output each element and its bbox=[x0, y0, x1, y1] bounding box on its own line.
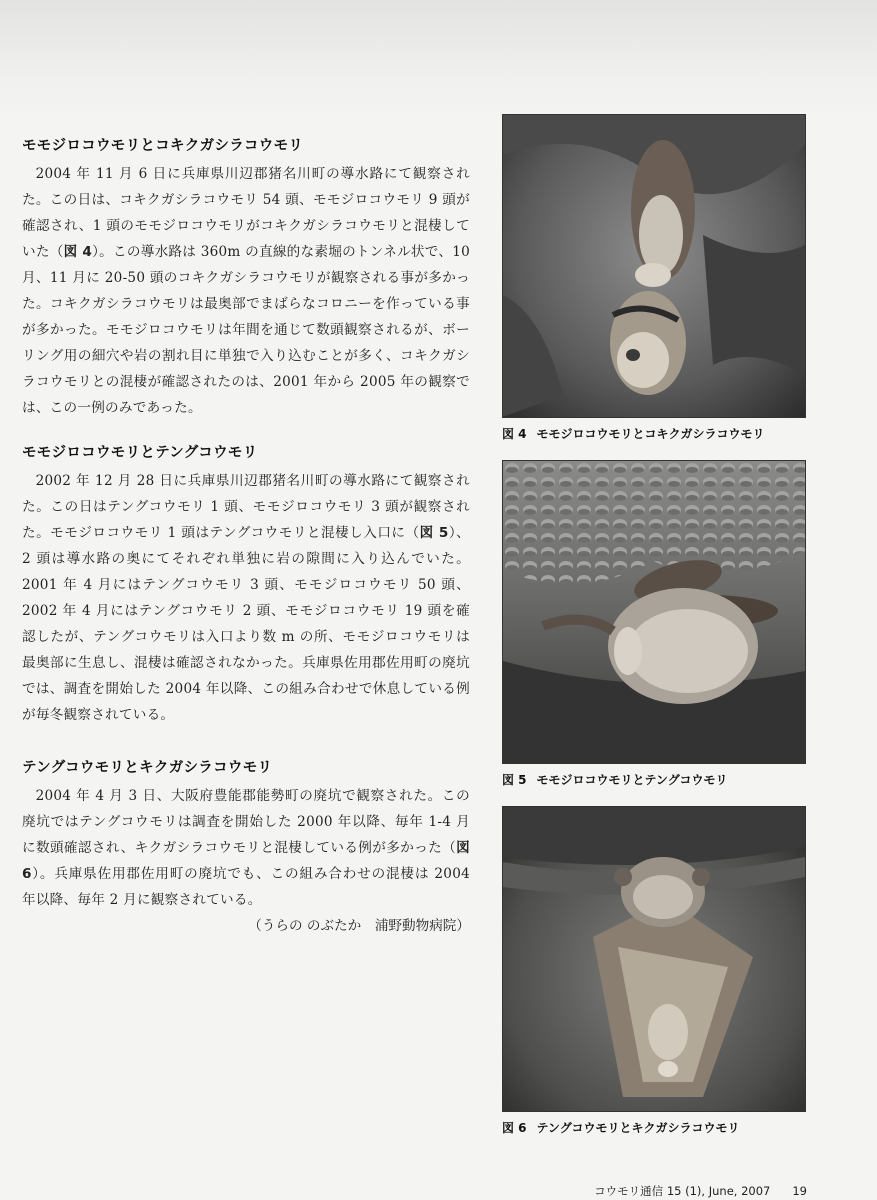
figure-4-photo bbox=[502, 114, 806, 418]
figure-6-photo bbox=[502, 806, 806, 1112]
page-footer bbox=[594, 1183, 807, 1199]
section-paragraph: 2004 年 4 月 3 日、大阪府豊能郡能勢町の廃坑で観察された。この廃坑ではテングコウモリは調査を開始した 2000 年以降、毎年 1-4 月に数頭確認され、キクガシラコウモリと混棲している例が多かった（図 6）。兵庫県佐用郡佐用町の廃坑でも、この組み合わせの混棲は 2004 年以降、毎年 2 月に観察されている。 bbox=[22, 788, 470, 908]
page-top-shading bbox=[0, 0, 877, 120]
figure-reference: 図 4 bbox=[63, 244, 93, 260]
section-paragraph: 2002 年 12 月 28 日に兵庫県川辺郡猪名川町の導水路にて観察された。この日はテングコウモリ 1 頭、モモジロコウモリ 3 頭が観察された。モモジロコウモリ 1 頭はテングコウモリと混棲し入口に（図 5）、2 頭は導水路の奥にてそれぞれ単独に岩の隙間に入り込んでいた。2001 年 4 月にはテングコウモリ 3 頭、モモジロコウモリ 50 頭、2002 年 4 月にはテングコウモリ 2 頭、モモジロコウモリ 19 頭を確認したが、テングコウモリは入口より数 m の所、モモジロコウモリは最奥部に生息し、混棲は確認されなかった。兵庫県佐用郡佐用町の廃坑では、調査を開始した 2004 年以降、この組み合わせで休息している例が毎冬観察されている。 bbox=[22, 473, 470, 723]
journal-citation: コウモリ通信 15 (1), June, 2007 bbox=[594, 1184, 771, 1198]
section-paragraph: 2004 年 11 月 6 日に兵庫県川辺郡猪名川町の導水路にて観察された。この日は、コキクガシラコウモリ 54 頭、モモジロコウモリ 9 頭が確認され、1 頭のモモジロコウモリがコキクガシラコウモリと混棲していた（図 4）。この導水路は 360m の直線的な素堀のトンネル状で、10 月、11 月に 20-50 頭のコキクガシラコウモリが観察される事が多かった。コキクガシラコウモリは最奥部でまばらなコロニーを作っている事が多かった。モモジロコウモリは年間を通じて数頭観察されるが、ボーリング用の細穴や岩の割れ目に単独で入り込むことが多く、コキクガシラコウモリとの混棲が確認されたのは、2001 年から 2005 年の観察では、この一例のみであった。 bbox=[22, 166, 471, 416]
figure-6-caption: 図 6 テングコウモリとキクガシラコウモリ bbox=[502, 1121, 740, 1135]
section-heading: モモジロコウモリとコキクガシラコウモリ bbox=[22, 138, 304, 154]
figure-reference: 図 6 bbox=[22, 840, 470, 882]
section-heading: テングコウモリとキクガシラコウモリ bbox=[22, 760, 273, 776]
figure-4-caption: 図 4 モモジロコウモリとコキクガシラコウモリ bbox=[502, 427, 765, 441]
figure-5-caption: 図 5 モモジロコウモリとテングコウモリ bbox=[502, 773, 728, 787]
page-number: 19 bbox=[792, 1184, 807, 1198]
article-body bbox=[22, 134, 470, 939]
section-2 bbox=[22, 441, 470, 728]
section-3 bbox=[22, 756, 470, 939]
figure-reference: 図 5 bbox=[419, 525, 449, 541]
author-credit: （うらの のぶたか 浦野動物病院） bbox=[248, 918, 470, 934]
section-heading: モモジロコウモリとテングコウモリ bbox=[22, 445, 258, 461]
section-1 bbox=[22, 134, 470, 421]
figure-5-photo bbox=[502, 460, 806, 764]
